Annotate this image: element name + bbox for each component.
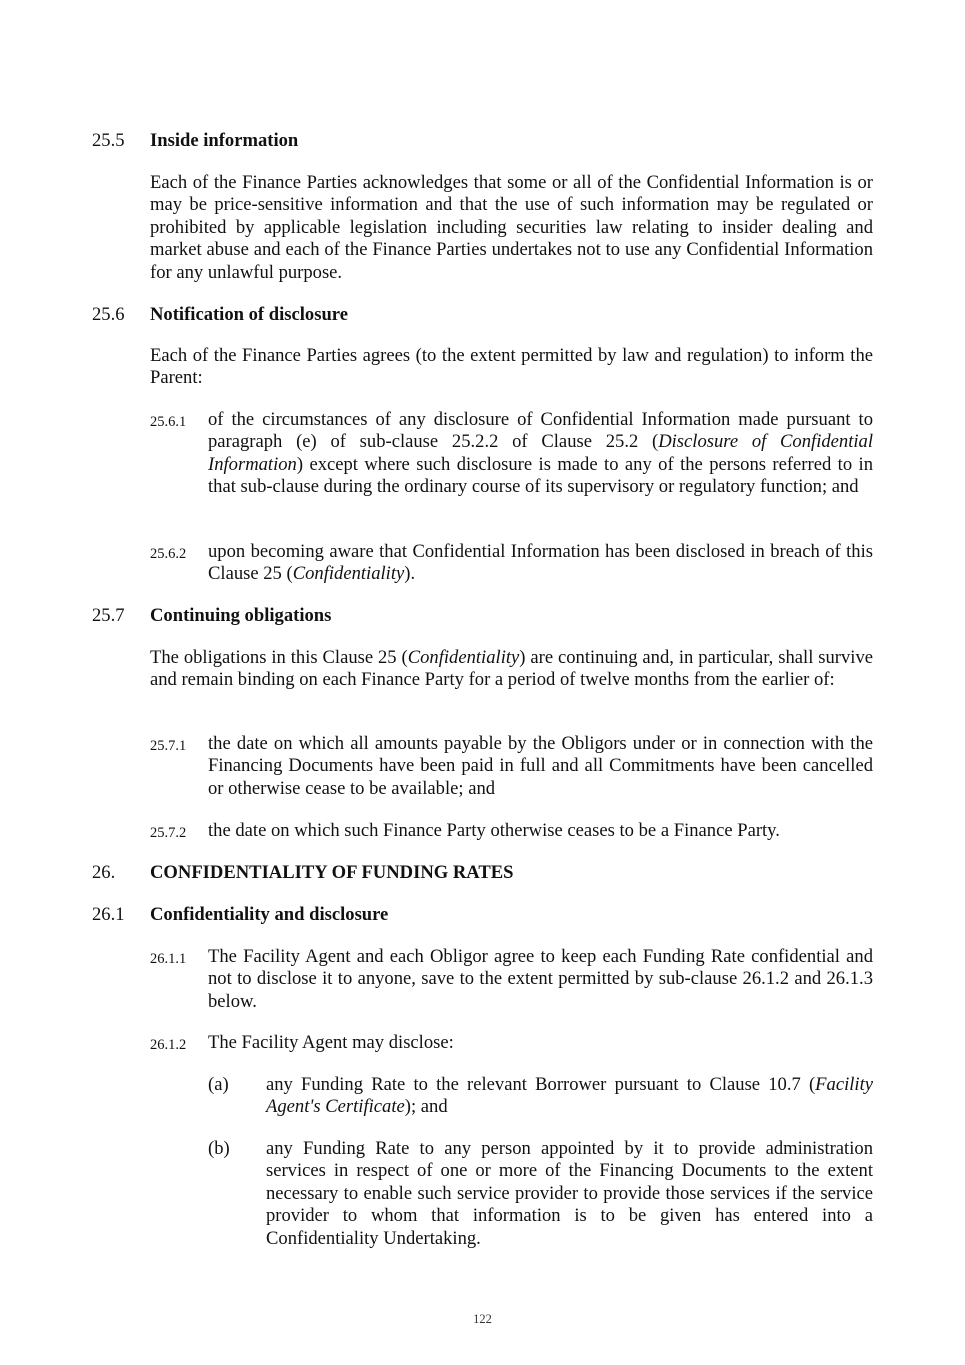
section-number-25-5: 25.5 — [92, 130, 125, 151]
list-text-part: any Funding Rate to the relevant Borrower pursuant to Clause 10.7 ( — [266, 1074, 816, 1095]
section-heading-notification-of-disclosure: Notification of disclosure — [150, 304, 348, 325]
clause-italic-title: Confidentiality — [292, 563, 405, 585]
clause-number-25-6-2: 25.6.2 — [150, 546, 187, 562]
clause-number-25-7-2: 25.7.2 — [150, 825, 187, 841]
page-number: 122 — [473, 1312, 492, 1326]
body-italic-title: Confidentiality — [407, 647, 520, 668]
clause-text-25-6-1 — [208, 409, 873, 499]
section-heading-confidentiality-of-funding-rates: CONFIDENTIALITY OF FUNDING RATES — [150, 862, 514, 883]
clause-text-26-1-2: The Facility Agent may disclose: — [208, 1032, 454, 1053]
clause-italic-title: Disclosure of Confidential Information — [208, 431, 873, 475]
section-body-25-7 — [150, 647, 873, 692]
clause-text-part: upon becoming aware that Confidential Information has been disclosed in breach of this Clause 25 ( — [208, 541, 873, 585]
list-text-part: ); and — [404, 1096, 448, 1118]
section-body-25-5: Each of the Finance Parties acknowledges that some or all of the Confidential Information is or may be price-sensitive information and that the use of such information may be regulated or prohibited by applicable legislation including securities law relating to insider dealing and market abuse and each of the Finance Parties undertakes not to use any Confidential Information for any unlawful purpose. — [150, 172, 873, 283]
list-label-b: (b) — [208, 1138, 230, 1159]
section-heading-confidentiality-and-disclosure: Confidentiality and disclosure — [150, 904, 389, 925]
clause-text-part: of the circumstances of any disclosure of Confidential Information made pursuant to paragraph (e) of sub-clause 25.2.2 of Clause 25.2 ( — [208, 409, 873, 453]
clause-number-25-7-1: 25.7.1 — [150, 738, 187, 754]
clause-text-25-7-1: the date on which all amounts payable by the Obligors under or in connection with the Financing Documents have been paid in full and all Commitments have been cancelled or otherwise cease to be available; and — [208, 733, 873, 799]
clause-text-25-6-2 — [208, 541, 873, 586]
section-heading-inside-information: Inside information — [150, 130, 299, 151]
list-italic-title: Facility Agent's Certificate — [266, 1074, 873, 1118]
clause-text-25-7-2: the date on which such Finance Party otherwise ceases to be a Finance Party. — [208, 820, 780, 841]
clause-text-part: ). — [404, 563, 416, 585]
section-number-26: 26. — [92, 862, 116, 883]
clause-number-26-1-1: 26.1.1 — [150, 951, 187, 967]
list-text-a — [266, 1074, 873, 1119]
section-number-25-6: 25.6 — [92, 304, 125, 325]
section-body-25-6: Each of the Finance Parties agrees (to the extent permitted by law and regulation) to inform the Parent: — [150, 345, 873, 389]
list-text-b: any Funding Rate to any person appointed by it to provide administration services in respect of one or more of the Financing Documents to the extent necessary to enable such service provider to provide those services if the service provider to whom that information is to be given has entered into a Confidentiality Undertaking. — [266, 1138, 873, 1249]
body-text-part: ) are continuing and, in particular, shall survive and remain binding on each Finance Party for a period of twelve months from the earlier of: — [150, 647, 874, 691]
section-number-26-1: 26.1 — [92, 904, 125, 925]
clause-text-26-1-1: The Facility Agent and each Obligor agree to keep each Funding Rate confidential and not to disclose it to anyone, save to the extent permitted by sub-clause 26.1.2 and 26.1.3 below. — [208, 946, 873, 1012]
section-number-25-7: 25.7 — [92, 605, 125, 626]
clause-text-part: ) except where such disclosure is made to any of the persons referred to in that sub-clause during the ordinary course of its supervisory or regulatory function; and — [208, 453, 873, 498]
clause-number-26-1-2: 26.1.2 — [150, 1037, 187, 1053]
body-text-part: The obligations in this Clause 25 ( — [150, 647, 408, 668]
section-heading-continuing-obligations: Continuing obligations — [150, 605, 332, 626]
clause-number-25-6-1: 25.6.1 — [150, 414, 187, 430]
list-label-a: (a) — [208, 1074, 229, 1095]
